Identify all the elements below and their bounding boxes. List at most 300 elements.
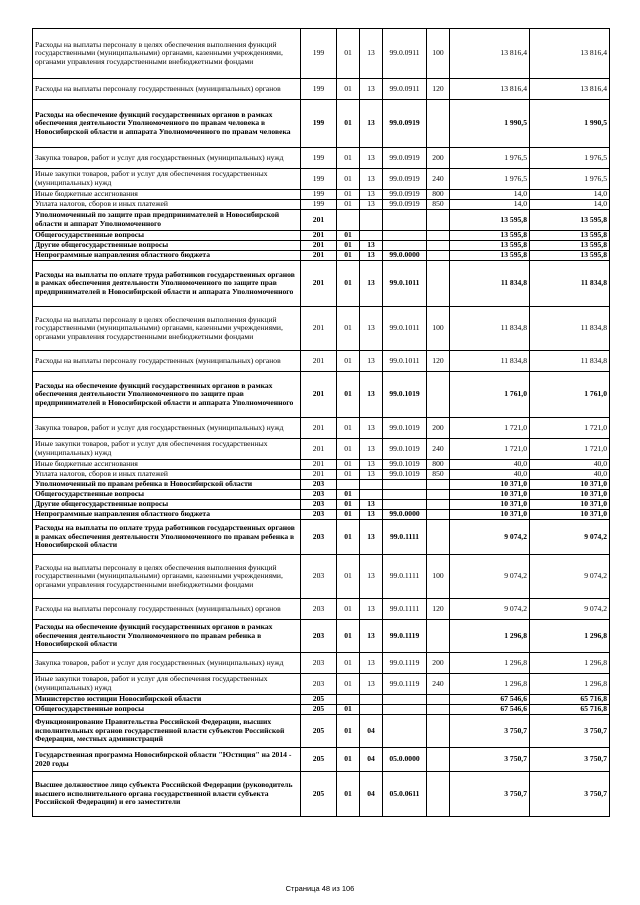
row-name: Министерство юстиции Новосибирской области — [33, 695, 301, 705]
row-expense-type — [427, 231, 450, 241]
row-name: Закупка товаров, работ и услуг для государственных (муниципальных) нужд — [33, 418, 301, 439]
row-name: Расходы на выплаты по оплате труда работников государственных органов в рамках обеспечения деятельности Уполномоченного по защите прав предпринимателей в Новосибирской области и аппарата Уполномоченного — [33, 261, 301, 307]
row-name: Расходы на обеспечение функций государственных органов в рамках обеспечения деятельности Уполномоченного по защите прав предпринимателей в Новосибирской области и аппарата Уполномоченного — [33, 372, 301, 418]
row-subsection-code: 13 — [360, 351, 383, 372]
row-ved-code: 201 — [301, 460, 337, 470]
row-target-article — [383, 500, 427, 510]
row-subsection-code: 13 — [360, 460, 383, 470]
row-sum-first: 1 296,8 — [450, 620, 530, 653]
row-sum-first: 14,0 — [450, 190, 530, 200]
row-expense-type: 120 — [427, 79, 450, 100]
table-row — [33, 241, 610, 251]
row-sum-first: 1 721,0 — [450, 439, 530, 460]
row-section-code: 01 — [337, 555, 360, 599]
row-sum-second: 1 721,0 — [530, 439, 610, 460]
row-section-code: 01 — [337, 705, 360, 715]
row-target-article: 99.0.1011 — [383, 351, 427, 372]
row-subsection-code: 13 — [360, 510, 383, 520]
row-subsection-code — [360, 490, 383, 500]
row-subsection-code: 13 — [360, 307, 383, 351]
row-name: Непрограммные направления областного бюджета — [33, 510, 301, 520]
row-sum-second: 1 296,8 — [530, 653, 610, 674]
row-expense-type — [427, 510, 450, 520]
row-ved-code: 201 — [301, 231, 337, 241]
row-target-article — [383, 241, 427, 251]
row-expense-type — [427, 772, 450, 817]
row-name: Расходы на обеспечение функций государственных органов в рамках обеспечения деятельности Уполномоченного по правам ребенка в Новосибирской области — [33, 620, 301, 653]
row-ved-code: 203 — [301, 490, 337, 500]
table-row — [33, 210, 610, 231]
row-sum-second: 9 074,2 — [530, 555, 610, 599]
row-subsection-code: 13 — [360, 372, 383, 418]
row-target-article: 99.0.1119 — [383, 674, 427, 695]
row-sum-second: 13 595,8 — [530, 231, 610, 241]
row-sum-first: 10 371,0 — [450, 490, 530, 500]
row-name: Уплата налогов, сборов и иных платежей — [33, 200, 301, 210]
table-row — [33, 520, 610, 555]
table-row — [33, 715, 610, 748]
row-section-code: 01 — [337, 439, 360, 460]
row-target-article: 99.0.1019 — [383, 470, 427, 480]
row-section-code: 01 — [337, 620, 360, 653]
table-row — [33, 372, 610, 418]
row-subsection-code: 13 — [360, 470, 383, 480]
row-ved-code: 203 — [301, 653, 337, 674]
row-ved-code: 203 — [301, 520, 337, 555]
row-section-code: 01 — [337, 372, 360, 418]
row-target-article — [383, 715, 427, 748]
row-subsection-code — [360, 210, 383, 231]
row-name: Иные бюджетные ассигнования — [33, 460, 301, 470]
row-target-article: 99.0.1019 — [383, 418, 427, 439]
row-ved-code: 201 — [301, 210, 337, 231]
row-expense-type — [427, 620, 450, 653]
row-expense-type: 120 — [427, 599, 450, 620]
row-subsection-code: 13 — [360, 169, 383, 190]
row-ved-code: 205 — [301, 748, 337, 772]
row-subsection-code: 13 — [360, 261, 383, 307]
row-sum-first: 3 750,7 — [450, 772, 530, 817]
row-subsection-code: 13 — [360, 148, 383, 169]
row-sum-second: 1 296,8 — [530, 620, 610, 653]
row-subsection-code: 13 — [360, 500, 383, 510]
row-sum-second: 65 716,8 — [530, 695, 610, 705]
row-section-code: 01 — [337, 200, 360, 210]
row-expense-type: 200 — [427, 418, 450, 439]
row-sum-second: 14,0 — [530, 200, 610, 210]
row-subsection-code: 04 — [360, 715, 383, 748]
row-section-code: 01 — [337, 251, 360, 261]
row-expense-type — [427, 695, 450, 705]
row-sum-first: 1 721,0 — [450, 418, 530, 439]
row-sum-first: 11 834,8 — [450, 351, 530, 372]
row-name: Иные закупки товаров, работ и услуг для обеспечения государственных (муниципальных) нужд — [33, 674, 301, 695]
row-sum-second: 13 816,4 — [530, 79, 610, 100]
row-sum-second: 10 371,0 — [530, 510, 610, 520]
row-subsection-code: 13 — [360, 29, 383, 79]
row-sum-second: 3 750,7 — [530, 715, 610, 748]
row-target-article: 99.0.0919 — [383, 200, 427, 210]
table-row — [33, 500, 610, 510]
table-row — [33, 480, 610, 490]
row-ved-code: 201 — [301, 439, 337, 460]
table-row — [33, 79, 610, 100]
row-sum-second: 10 371,0 — [530, 500, 610, 510]
row-section-code: 01 — [337, 772, 360, 817]
row-section-code: 01 — [337, 241, 360, 251]
row-sum-first: 11 834,8 — [450, 307, 530, 351]
row-subsection-code: 13 — [360, 520, 383, 555]
row-ved-code: 203 — [301, 500, 337, 510]
row-sum-first: 13 816,4 — [450, 29, 530, 79]
row-subsection-code: 13 — [360, 200, 383, 210]
row-subsection-code: 13 — [360, 674, 383, 695]
row-ved-code: 201 — [301, 372, 337, 418]
row-name: Расходы на выплаты персоналу государственных (муниципальных) органов — [33, 351, 301, 372]
row-name: Закупка товаров, работ и услуг для государственных (муниципальных) нужд — [33, 653, 301, 674]
row-sum-first: 67 546,6 — [450, 695, 530, 705]
row-sum-first: 13 595,8 — [450, 241, 530, 251]
row-name: Уполномоченный по защите прав предпринимателей в Новосибирской области и аппарат Уполномоченного — [33, 210, 301, 231]
row-name: Иные закупки товаров, работ и услуг для обеспечения государственных (муниципальных) нужд — [33, 169, 301, 190]
row-sum-second: 40,0 — [530, 460, 610, 470]
row-ved-code: 203 — [301, 555, 337, 599]
row-sum-second: 3 750,7 — [530, 748, 610, 772]
row-name: Функционирование Правительства Российской Федерации, высших исполнительных органов государственной власти субъектов Российской Федерации, местных администраций — [33, 715, 301, 748]
table-row — [33, 555, 610, 599]
table-row — [33, 261, 610, 307]
row-ved-code: 199 — [301, 190, 337, 200]
row-section-code: 01 — [337, 100, 360, 148]
row-sum-first: 10 371,0 — [450, 500, 530, 510]
row-subsection-code: 04 — [360, 748, 383, 772]
page-footer: Страница 48 из 106 — [285, 884, 355, 893]
row-expense-type — [427, 210, 450, 231]
row-expense-type — [427, 490, 450, 500]
row-name: Закупка товаров, работ и услуг для государственных (муниципальных) нужд — [33, 148, 301, 169]
row-sum-first: 10 371,0 — [450, 480, 530, 490]
row-ved-code: 203 — [301, 480, 337, 490]
row-sum-first: 40,0 — [450, 470, 530, 480]
row-name: Другие общегосударственные вопросы — [33, 500, 301, 510]
row-expense-type: 100 — [427, 555, 450, 599]
row-sum-second: 10 371,0 — [530, 480, 610, 490]
row-sum-second: 14,0 — [530, 190, 610, 200]
row-sum-second: 1 976,5 — [530, 148, 610, 169]
row-section-code: 01 — [337, 500, 360, 510]
row-expense-type: 240 — [427, 169, 450, 190]
row-expense-type — [427, 372, 450, 418]
row-expense-type — [427, 520, 450, 555]
row-subsection-code: 13 — [360, 251, 383, 261]
row-ved-code: 203 — [301, 620, 337, 653]
row-subsection-code: 13 — [360, 100, 383, 148]
row-ved-code: 199 — [301, 169, 337, 190]
table-row — [33, 510, 610, 520]
row-subsection-code: 13 — [360, 555, 383, 599]
row-target-article: 99.0.1019 — [383, 372, 427, 418]
row-sum-first: 1 761,0 — [450, 372, 530, 418]
table-row — [33, 148, 610, 169]
row-name: Общегосударственные вопросы — [33, 490, 301, 500]
row-target-article: 05.0.0000 — [383, 748, 427, 772]
row-section-code: 01 — [337, 418, 360, 439]
row-subsection-code — [360, 695, 383, 705]
row-target-article — [383, 480, 427, 490]
row-name: Расходы на выплаты персоналу в целях обеспечения выполнения функций государственными (муниципальными) органами, казенными учреждениями, органами управления государственными внебюджетными фондами — [33, 29, 301, 79]
row-subsection-code: 13 — [360, 241, 383, 251]
row-sum-first: 14,0 — [450, 200, 530, 210]
table-row — [33, 695, 610, 705]
row-target-article — [383, 210, 427, 231]
row-section-code: 01 — [337, 490, 360, 500]
row-ved-code: 199 — [301, 200, 337, 210]
row-target-article: 99.0.1111 — [383, 520, 427, 555]
row-section-code: 01 — [337, 351, 360, 372]
row-name: Общегосударственные вопросы — [33, 705, 301, 715]
row-ved-code: 201 — [301, 418, 337, 439]
row-expense-type — [427, 500, 450, 510]
row-target-article: 99.0.1119 — [383, 653, 427, 674]
row-name: Иные закупки товаров, работ и услуг для обеспечения государственных (муниципальных) нужд — [33, 439, 301, 460]
row-expense-type: 800 — [427, 190, 450, 200]
row-sum-second: 13 595,8 — [530, 210, 610, 231]
row-sum-second: 13 816,4 — [530, 29, 610, 79]
row-name: Расходы на выплаты персоналу государственных (муниципальных) органов — [33, 599, 301, 620]
row-name: Высшее должностное лицо субъекта Российской Федерации (руководитель высшего исполнительного органа государственной власти субъекта Российской Федерации) и его заместители — [33, 772, 301, 817]
row-target-article: 99.0.0911 — [383, 79, 427, 100]
row-subsection-code — [360, 480, 383, 490]
row-subsection-code: 13 — [360, 653, 383, 674]
row-ved-code: 205 — [301, 705, 337, 715]
row-name: Расходы на выплаты персоналу в целях обеспечения выполнения функций государственными (муниципальными) органами, казенными учреждениями, органами управления государственными внебюджетными фондами — [33, 307, 301, 351]
row-section-code: 01 — [337, 715, 360, 748]
table-row — [33, 490, 610, 500]
row-ved-code: 205 — [301, 715, 337, 748]
row-ved-code: 205 — [301, 695, 337, 705]
row-name: Расходы на выплаты по оплате труда работников государственных органов в рамках обеспечения деятельности Уполномоченного по правам ребенка в Новосибирской области — [33, 520, 301, 555]
row-sum-first: 67 546,6 — [450, 705, 530, 715]
row-expense-type: 850 — [427, 470, 450, 480]
row-sum-first: 13 595,8 — [450, 251, 530, 261]
row-section-code: 01 — [337, 231, 360, 241]
row-target-article: 99.0.0911 — [383, 29, 427, 79]
table-row — [33, 674, 610, 695]
row-sum-second: 11 834,8 — [530, 307, 610, 351]
row-section-code: 01 — [337, 748, 360, 772]
budget-table — [32, 28, 610, 817]
table-row — [33, 653, 610, 674]
row-sum-first: 13 816,4 — [450, 79, 530, 100]
table-row — [33, 190, 610, 200]
row-expense-type — [427, 480, 450, 490]
row-expense-type: 850 — [427, 200, 450, 210]
row-ved-code: 199 — [301, 148, 337, 169]
row-target-article — [383, 490, 427, 500]
row-subsection-code: 13 — [360, 620, 383, 653]
table-row — [33, 748, 610, 772]
row-name: Расходы на выплаты персоналу в целях обеспечения выполнения функций государственными (муниципальными) органами, казенными учреждениями, органами управления государственными внебюджетными фондами — [33, 555, 301, 599]
row-sum-first: 11 834,8 — [450, 261, 530, 307]
row-section-code — [337, 480, 360, 490]
row-expense-type — [427, 748, 450, 772]
row-sum-second: 1 296,8 — [530, 674, 610, 695]
row-target-article: 99.0.0919 — [383, 100, 427, 148]
row-name: Государственная программа Новосибирской области "Юстиция" на 2014 - 2020 годы — [33, 748, 301, 772]
row-expense-type: 240 — [427, 674, 450, 695]
row-name: Общегосударственные вопросы — [33, 231, 301, 241]
row-expense-type — [427, 705, 450, 715]
row-target-article: 99.0.1011 — [383, 261, 427, 307]
row-expense-type — [427, 715, 450, 748]
row-section-code: 01 — [337, 470, 360, 480]
row-name: Иные бюджетные ассигнования — [33, 190, 301, 200]
row-target-article — [383, 695, 427, 705]
table-row — [33, 439, 610, 460]
row-name: Расходы на выплаты персоналу государственных (муниципальных) органов — [33, 79, 301, 100]
row-section-code: 01 — [337, 169, 360, 190]
row-expense-type — [427, 251, 450, 261]
row-sum-first: 13 595,8 — [450, 231, 530, 241]
row-target-article: 99.0.1111 — [383, 599, 427, 620]
row-ved-code: 199 — [301, 79, 337, 100]
row-section-code: 01 — [337, 261, 360, 307]
row-name: Другие общегосударственные вопросы — [33, 241, 301, 251]
table-row — [33, 620, 610, 653]
row-ved-code: 199 — [301, 29, 337, 79]
row-ved-code: 205 — [301, 772, 337, 817]
row-ved-code: 203 — [301, 599, 337, 620]
row-sum-second: 1 990,5 — [530, 100, 610, 148]
row-sum-second: 3 750,7 — [530, 772, 610, 817]
table-row — [33, 251, 610, 261]
row-target-article: 99.0.0000 — [383, 251, 427, 261]
row-section-code: 01 — [337, 148, 360, 169]
row-sum-second: 10 371,0 — [530, 490, 610, 500]
row-expense-type: 240 — [427, 439, 450, 460]
row-name: Расходы на обеспечение функций государственных органов в рамках обеспечения деятельности Уполномоченного по правам человека в Новосибирской области и аппарата Уполномоченного по правам человека — [33, 100, 301, 148]
budget-table-body — [33, 29, 610, 817]
row-target-article: 99.0.1111 — [383, 555, 427, 599]
row-section-code: 01 — [337, 674, 360, 695]
table-row — [33, 307, 610, 351]
row-subsection-code — [360, 231, 383, 241]
row-subsection-code: 13 — [360, 439, 383, 460]
row-expense-type: 200 — [427, 148, 450, 169]
row-sum-first: 9 074,2 — [450, 520, 530, 555]
row-sum-second: 13 595,8 — [530, 241, 610, 251]
row-sum-second: 9 074,2 — [530, 599, 610, 620]
row-sum-second: 40,0 — [530, 470, 610, 480]
row-ved-code: 201 — [301, 307, 337, 351]
row-target-article: 99.0.0919 — [383, 148, 427, 169]
row-section-code: 01 — [337, 307, 360, 351]
row-expense-type: 100 — [427, 307, 450, 351]
row-target-article: 99.0.0919 — [383, 169, 427, 190]
row-ved-code: 203 — [301, 510, 337, 520]
row-sum-second: 1 976,5 — [530, 169, 610, 190]
row-ved-code: 201 — [301, 241, 337, 251]
row-expense-type: 200 — [427, 653, 450, 674]
row-section-code — [337, 210, 360, 231]
row-ved-code: 201 — [301, 261, 337, 307]
row-section-code: 01 — [337, 460, 360, 470]
row-subsection-code: 04 — [360, 772, 383, 817]
row-ved-code: 201 — [301, 351, 337, 372]
table-row — [33, 29, 610, 79]
row-section-code: 01 — [337, 520, 360, 555]
table-row — [33, 200, 610, 210]
row-sum-second: 11 834,8 — [530, 261, 610, 307]
row-target-article — [383, 231, 427, 241]
row-expense-type — [427, 261, 450, 307]
row-sum-first: 9 074,2 — [450, 555, 530, 599]
row-ved-code: 201 — [301, 251, 337, 261]
row-sum-second: 1 721,0 — [530, 418, 610, 439]
row-target-article — [383, 705, 427, 715]
row-sum-first: 3 750,7 — [450, 748, 530, 772]
row-name: Непрограммные направления областного бюджета — [33, 251, 301, 261]
row-sum-first: 1 296,8 — [450, 653, 530, 674]
row-subsection-code: 13 — [360, 79, 383, 100]
row-section-code: 01 — [337, 599, 360, 620]
row-section-code: 01 — [337, 29, 360, 79]
row-target-article: 99.0.1019 — [383, 439, 427, 460]
table-row — [33, 470, 610, 480]
table-row — [33, 351, 610, 372]
row-sum-first: 10 371,0 — [450, 510, 530, 520]
row-expense-type: 800 — [427, 460, 450, 470]
row-sum-first: 1 976,5 — [450, 169, 530, 190]
row-section-code: 01 — [337, 190, 360, 200]
table-row — [33, 460, 610, 470]
table-row — [33, 418, 610, 439]
row-section-code: 01 — [337, 653, 360, 674]
row-subsection-code: 13 — [360, 599, 383, 620]
row-target-article: 99.0.1011 — [383, 307, 427, 351]
row-section-code — [337, 695, 360, 705]
table-row — [33, 705, 610, 715]
row-section-code: 01 — [337, 510, 360, 520]
table-row — [33, 599, 610, 620]
table-row — [33, 772, 610, 817]
row-sum-first: 9 074,2 — [450, 599, 530, 620]
row-ved-code: 201 — [301, 470, 337, 480]
row-ved-code: 203 — [301, 674, 337, 695]
table-row — [33, 231, 610, 241]
row-sum-first: 3 750,7 — [450, 715, 530, 748]
row-sum-first: 1 990,5 — [450, 100, 530, 148]
row-expense-type: 100 — [427, 29, 450, 79]
row-subsection-code: 13 — [360, 190, 383, 200]
row-target-article: 99.0.0000 — [383, 510, 427, 520]
budget-table-sheet — [32, 28, 609, 817]
table-row — [33, 100, 610, 148]
row-expense-type — [427, 241, 450, 251]
row-sum-first: 1 296,8 — [450, 674, 530, 695]
table-row — [33, 169, 610, 190]
row-sum-second: 9 074,2 — [530, 520, 610, 555]
row-target-article: 99.0.1019 — [383, 460, 427, 470]
row-subsection-code: 13 — [360, 418, 383, 439]
row-section-code: 01 — [337, 79, 360, 100]
row-name: Уполномоченный по правам ребенка в Новосибирской области — [33, 480, 301, 490]
row-subsection-code — [360, 705, 383, 715]
row-target-article: 99.0.0919 — [383, 190, 427, 200]
row-target-article: 05.0.0611 — [383, 772, 427, 817]
row-sum-second: 11 834,8 — [530, 351, 610, 372]
row-sum-first: 13 595,8 — [450, 210, 530, 231]
